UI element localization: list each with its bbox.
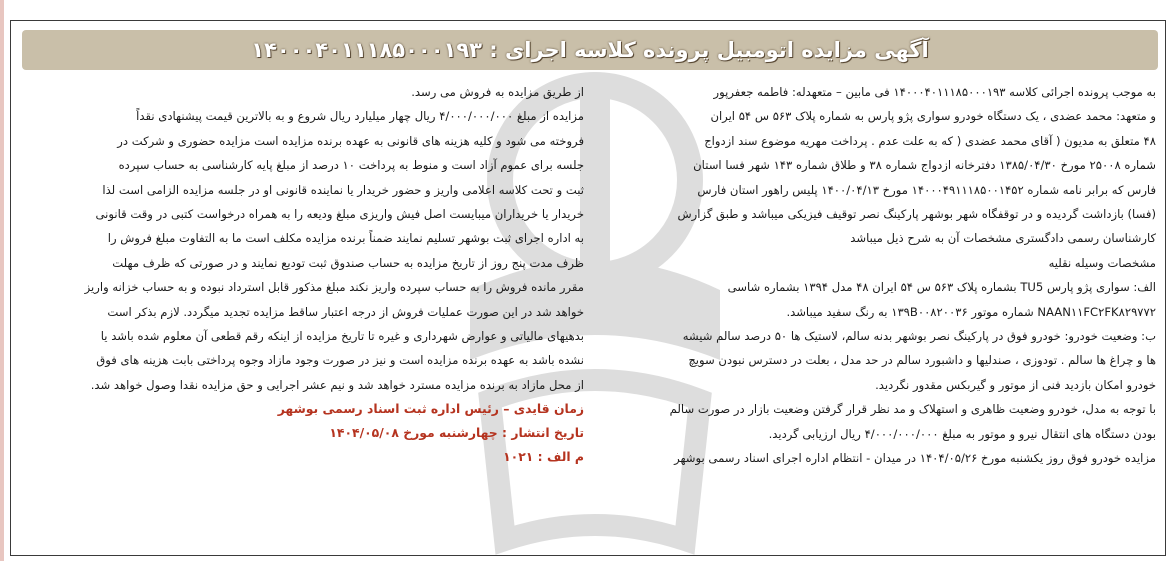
right-text-column [604, 80, 1156, 471]
left-edge-strip [0, 0, 4, 561]
text-line: ها و چراغ ها سالم . تودوزی ، صندلیها و داشبورد سالم در حد مدل ، بعلت در دسترس نبودن سویچ [688, 353, 1156, 368]
text-line: ب: وضعیت خودرو: خودرو فوق در پارکینگ نصر بوشهر بدنه سالم، لاستیک ها ۵۰ درصد سالم شیشه [682, 329, 1156, 344]
text-line: از محل مازاد به برنده مزایده مسترد خواهد شد و نیم عشر اجرایی و حق مزایده نقدا وصول خواهد شد. [90, 377, 584, 392]
text-line: خواهد شد در این صورت عملیات فروش از درجه اعتبار ساقط مزایده تجدید میگردد. لازم بذکر است [107, 304, 584, 319]
text-line: بودن دستگاه های انتقال نیرو و موتور به مبلغ ۴/۰۰۰/۰۰۰/۰۰۰ ریال ارزیابی گردید. [768, 426, 1156, 441]
text-line: مشخصات وسیله نقلیه [1048, 255, 1156, 270]
text-line: با توجه به مدل، خودرو وضعیت ظاهری و استهلاک و مد نظر قرار گرفتن وضعیت بازار در صورت سالم [669, 402, 1156, 417]
notice-title: آگهی مزایده اتومبیل پرونده کلاسه اجرای : ۱۴۰۰۰۴۰۱۱۱۸۵۰۰۰۱۹۳ [251, 38, 929, 62]
text-line: به موجب پرونده اجرائی کلاسه ۱۴۰۰۰۴۰۱۱۱۸۵۰۰۰۱۹۳ فی مابین – متعهدله: فاطمه جعفرپور [713, 85, 1156, 99]
text-line: ۴۸ متعلق به مدیون ( آقای محمد عضدی ( که به علت عدم . پرداخت مهریه موضوع سند ازدواج [704, 133, 1156, 148]
text-line: از طریق مزایده به فروش می رسد. [411, 85, 584, 99]
text-line: به اداره اجرای ثبت بوشهر تسلیم نمایند ضمناً برنده مزایده مکلف است ما به التفاوت مبلغ فروش را [107, 231, 584, 246]
text-line: کارشناسان رسمی دادگستری مشخصات آن به شرح ذیل میباشد [850, 231, 1156, 246]
text-line: فروخته می شود و کلیه هزینه های قانونی به عهده برنده مزایده است مزایده حضوری و شرکت در [117, 133, 584, 148]
text-line: مقرر مانده فروش را به حساب سپرده واریز نکند مبلغ مذکور قابل استرداد نبوده و به حساب خزانه واریز [84, 280, 584, 295]
left-text-column [24, 80, 584, 469]
text-line: خودرو امکان بازدید فنی از موتور و گیربکس مقدور نگردید. [875, 377, 1156, 392]
text-line: (فسا) بازداشت گردیده و در توقفگاه شهر بوشهر پارکینگ نصر توقیف فیزیکی میباشد و طبق گزارش [677, 207, 1156, 222]
text-line: جلسه برای عموم آزاد است و منوط به پرداخت ۱۰ درصد از مبلغ پایه کارشناسی به حساب سپرده [118, 158, 584, 173]
text-line: مزایده خودرو فوق روز یکشنبه مورخ ۱۴۰۴/۰۵/۲۶ در میدان - انتظام اداره اجرای اسناد رسمی بوشهر [674, 451, 1156, 466]
text-line: الف: سواری پژو پارس TU5 بشماره پلاک ۵۶۳ س ۵۴ ایران ۴۸ مدل ۱۳۹۴ بشماره شاسی [727, 280, 1156, 295]
text-line: نشده باشد به عهده برنده مزایده است و نیز در صورت وجود مازاد وجوه پرداختی بابت هزینه های فوق [96, 353, 584, 368]
signer-name: زمان قایدی – رئیس اداره ثبت اسناد رسمی بوشهر [277, 401, 584, 417]
text-line: ظرف مدت پنج روز از تاریخ مزایده به حساب صندوق ثبت تودیع نمایند و در صورتی که ظرف مهلت [112, 255, 584, 270]
text-line: مزایده از مبلغ ۴/۰۰۰/۰۰۰/۰۰۰ ریال چهار میلیارد ریال شروع و به بالاترین قیمت پیشنهادی نقداً [136, 109, 584, 124]
publish-date: تاریخ انتشار : چهارشنبه مورخ ۱۴۰۴/۰۵/۰۸ [329, 425, 584, 441]
text-line: شماره ۲۵۰۰۸ مورخ ۱۳۸۵/۰۴/۳۰ دفترخانه ازدواج شماره ۳۸ و طلاق شماره ۱۴۳ شهر فسا استان [693, 158, 1156, 173]
text-line: و متعهد: محمد عضدی ، یک دستگاه خودرو سواری پژو پارس به شماره پلاک ۵۶۳ س ۵۴ ایران [710, 109, 1156, 124]
text-line: ثبت و تحت کلاسه اعلامی واریز و حضور خریدار یا نماینده قانونی او در جلسه مزایده الزامی است لذا [102, 182, 584, 197]
notice-title-bar [22, 30, 1158, 70]
text-line: بدهیهای مالیاتی و عوارض شهرداری و غیره تا تاریخ مزایده از اینکه رقم قطعی آن معلوم شده باشد یا [100, 329, 584, 344]
notice-code: م الف : ۱۰۲۱ [503, 449, 584, 465]
signature-block [24, 397, 584, 469]
text-line: خریدار یا خریداران میبایست اصل فیش واریزی مبلغ ودیعه را به همراه درخواست کتبی در وقت قانونی [95, 207, 584, 222]
text-line: فارس که برابر نامه شماره ۱۴۰۰۰۴۹۱۱۱۸۵۰۰۱۴۵۲ مورخ ۱۴۰۰/۰۴/۱۳ پلیس راهور استان فارس [697, 182, 1156, 197]
text-line: NAAN۱۱FC۲FK۸۲۹۷۷۲ شماره موتور ۱۳۹B۰۰۸۲۰۰۳۶ به رنگ سفید میباشد. [786, 304, 1156, 319]
